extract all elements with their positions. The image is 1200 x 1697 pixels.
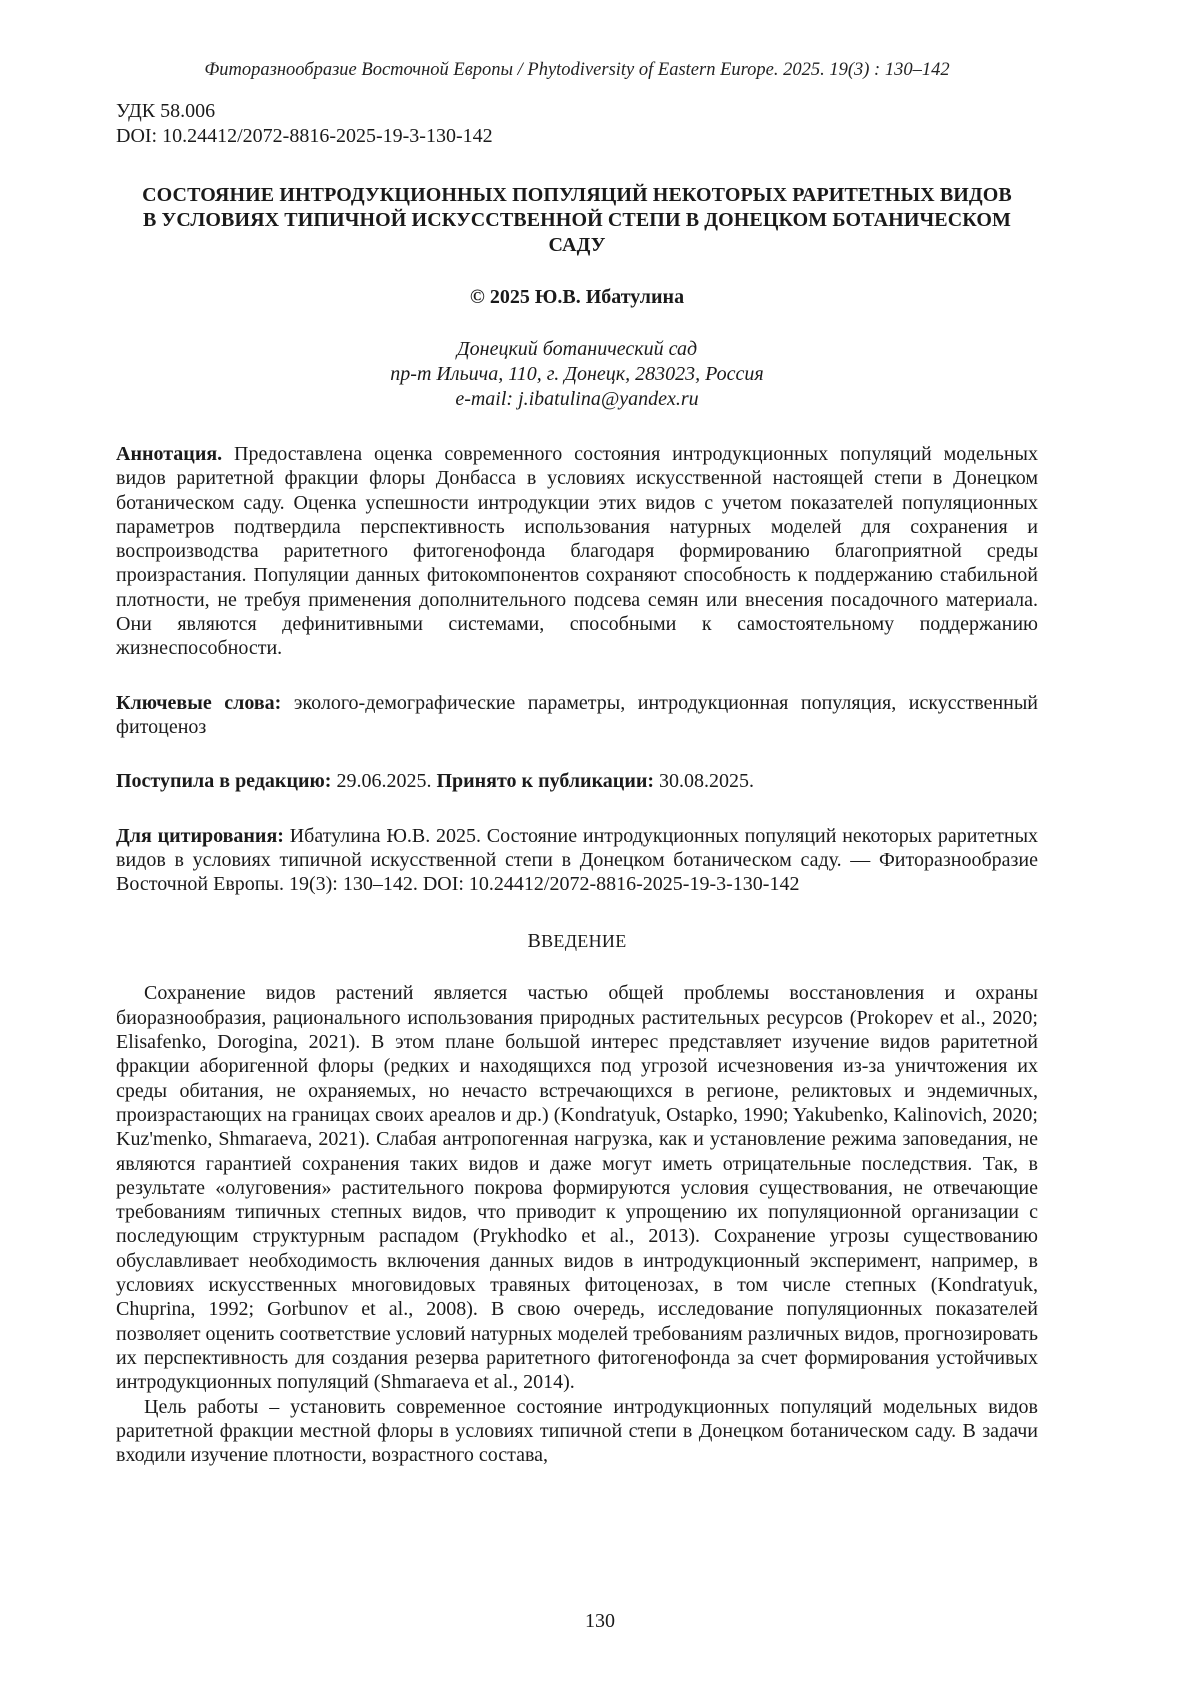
affiliation-email: e-mail: j.ibatulina@yandex.ru xyxy=(455,388,699,410)
keywords-text: эколого-демографические параметры, интродукционная популяция, искусственный фитоценоз xyxy=(116,691,1038,738)
author-line: © 2025 Ю.В. Ибатулина xyxy=(469,286,685,308)
received-date: 29.06.2025. xyxy=(336,770,432,793)
section-heading-initial: В xyxy=(527,930,542,953)
section-heading-rest: ВЕДЕНИЕ xyxy=(541,931,627,952)
citation xyxy=(116,824,1038,897)
accepted-label: Принято к публикации: xyxy=(436,770,655,793)
section-heading-introduction xyxy=(116,930,1038,953)
citation-text: Ибатулина Ю.В. 2025. Состояние интродукционных популяций некоторых раритетных видов в условиях типичной искусственной степи в Донецком ботаническом саду. — Фиторазнообразие Восточной Европы. 19(3): 130–142. DOI: 10.24412/2072-8816-2025-19-3-130-142 xyxy=(116,824,1038,896)
affiliation-address: пр-т Ильича, 110, г. Донецк, 283023, Россия xyxy=(390,363,764,385)
keywords xyxy=(116,691,1038,740)
affiliation xyxy=(116,337,1038,412)
keywords-label: Ключевые слова: xyxy=(116,691,282,714)
introduction-body xyxy=(116,981,1038,1467)
running-header: Фиторазнообразие Восточной Европы / Phytodiversity of Eastern Europe. 2025. 19(3) : 130–142 xyxy=(204,60,950,80)
doi-line: DOI: 10.24412/2072-8816-2025-19-3-130-142 xyxy=(116,125,493,147)
udc-code: УДК 58.006 xyxy=(116,100,216,122)
accepted-date: 30.08.2025. xyxy=(659,770,755,793)
abstract-text: Предоставлена оценка современного состояния интродукционных популяций модельных видов раритетной фракции флоры Донбасса в условиях искусственной настоящей степи в Донецком ботаническом саду. Оценка успешности интродукции этих видов с учетом показателей популяционных параметров подтвердила перспективность использования натурных моделей для сохранения и воспроизводства раритетного фитогенофонда благодаря формированию благоприятной среды произрастания. Популяции данных фитокомпонентов сохраняют способность к поддержанию стабильной плотности, не требуя применения дополнительного подсева семян или внесения посадочного материала. Они являются дефинитивными системами, способными к самостоятельному поддержанию жизнеспособности. xyxy=(116,443,1038,660)
identifiers xyxy=(116,99,1038,149)
abstract-label: Аннотация. xyxy=(116,443,223,465)
intro-paragraph: Сохранение видов растений является частью общей проблемы восстановления и охраны биоразнообразия, рационального использования природных растительных ресурсов (Prokopev et al., 2020; Elisafenko, Dorogina, 2021). В этом плане большой интерес представляет изучение видов раритетной фракции аборигенной флоры (редких и находящихся под угрозой исчезновения из-за уничтожения их среды обитания, не охраняемых, но нечасто встречающихся в регионе, реликтовых и эндемичных, произрастающих на границах своих ареалов и др.) (Kondratyuk, Ostapko, 1990; Yakubenko, Kalinovich, 2020; Kuz'menko, Shmaraeva, 2021). Слабая антропогенная нагрузка, как и установление режима заповедания, не являются гарантией сохранения таких видов и даже могут иметь отрицательные последствия. Так, в результате «олуговения» растительного покрова формируются условия существования, не отвечающие требованиям типичных степных видов, что приводит к упрощению их популяционной организации с последующим структурным распадом (Prykhodko et al., 2013). Сохранение угрозы существованию обуславливает необходимость включения данных видов в интродукционный эксперимент, например, в условиях искусственных многовидовых травяных фитоценозах, в том числе степных (Kondratyuk, Chuprina, 1992; Gorbunov et al., 2008). В свою очередь, исследование популяционных показателей позволяет оценить соответствие условий натурных моделей требованиям различных видов, прогнозировать их перспективность для создания резерва раритетного фитогенофонда за счет формирования устойчивых интродукционных популяций (Shmaraeva et al., 2014). xyxy=(116,982,1038,1394)
dates xyxy=(116,769,1038,793)
page-number: 130 xyxy=(585,1610,615,1632)
citation-label: Для цитирования: xyxy=(116,824,284,847)
article-title: СОСТОЯНИЕ ИНТРОДУКЦИОННЫХ ПОПУЛЯЦИЙ НЕКОТОРЫХ РАРИТЕТНЫХ ВИДОВ В УСЛОВИЯХ ТИПИЧНОЙ ИСКУССТВЕННОЙ СТЕПИ В ДОНЕЦКОМ БОТАНИЧЕСКОМ САДУ xyxy=(142,184,1012,256)
paper-page xyxy=(116,60,1038,1467)
intro-paragraph: Цель работы – установить современное состояние интродукционных популяций модельных видов раритетной фракции местной флоры в условиях типичной степи в Донецком ботаническом саду. В задачи входили изучение плотности, возрастного состава, xyxy=(116,1395,1038,1467)
affiliation-org: Донецкий ботанический сад xyxy=(456,338,698,360)
abstract xyxy=(116,442,1038,661)
received-label: Поступила в редакцию: xyxy=(116,770,332,793)
